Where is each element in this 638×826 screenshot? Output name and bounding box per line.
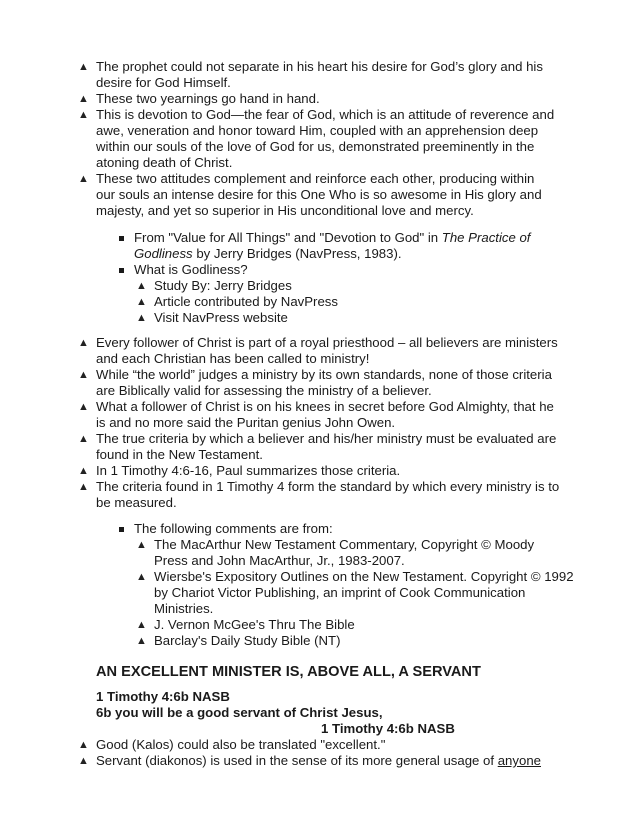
bullet-icon: ▲ xyxy=(136,296,147,308)
bullet-icon: ▲ xyxy=(78,433,89,445)
bullet-icon: ▲ xyxy=(78,61,89,73)
source-subitem: Press and John MacArthur, Jr., 1983-2007. xyxy=(154,553,405,568)
source-subitem: The MacArthur New Testament Commentary, Copyright © Moody xyxy=(154,537,535,552)
bullet-icon: ▲ xyxy=(78,739,89,751)
paragraph-line: Servant (diakonos) is used in the sense of its more general usage of anyone xyxy=(96,753,541,768)
paragraph-line: The true criteria by which a believer and his/her ministry must be evaluated are xyxy=(96,431,557,446)
source-subitem: Ministries. xyxy=(154,601,214,616)
bullet-icon: ▲ xyxy=(78,109,89,121)
section-heading: AN EXCELLENT MINISTER IS, ABOVE ALL, A SERVANT xyxy=(96,664,481,680)
bullet-icon: ▲ xyxy=(78,337,89,349)
paragraph-line: and each Christian has been called to ministry! xyxy=(96,351,370,366)
paragraph-line: Good (Kalos) could also be translated "excellent." xyxy=(96,737,386,752)
paragraph-line: In 1 Timothy 4:6-16, Paul summarizes those criteria. xyxy=(96,463,401,478)
bullet-icon: ▲ xyxy=(136,619,147,631)
source-subitem: Article contributed by NavPress xyxy=(154,294,338,309)
paragraph-line: Every follower of Christ is part of a royal priesthood – all believers are ministers xyxy=(96,335,558,350)
paragraph-line: within our souls of the love of God for us, demonstrated preeminently in the xyxy=(96,139,535,154)
paragraph-line: is and no more said the Puritan genius John Owen. xyxy=(96,415,396,430)
paragraph-line: found in the New Testament. xyxy=(96,447,263,462)
source-subitem: J. Vernon McGee's Thru The Bible xyxy=(154,617,355,632)
paragraph-line: While “the world” judges a ministry by its own standards, none of those criteria xyxy=(96,367,552,382)
underlined-word: anyone xyxy=(497,753,541,768)
source-line: What is Godliness? xyxy=(134,262,248,277)
source-line: The following comments are from: xyxy=(134,521,333,536)
bullet-icon: ▲ xyxy=(78,465,89,477)
paragraph-line: What a follower of Christ is on his knees in secret before God Almighty, that he xyxy=(96,399,554,414)
paragraph-line: These two attitudes complement and reinforce each other, producing within xyxy=(96,171,535,186)
paragraph-line: awe, veneration and honor toward Him, coupled with an apprehension deep xyxy=(96,123,539,138)
paragraph-line: The criteria found in 1 Timothy 4 form the standard by which every ministry is to xyxy=(96,479,560,494)
square-bullet-icon xyxy=(119,268,124,273)
paragraph-line: be measured. xyxy=(96,495,177,510)
source-line: From "Value for All Things" and "Devotion to God" in The Practice of xyxy=(134,230,531,245)
bullet-icon: ▲ xyxy=(136,635,147,647)
scripture-reference: 1 Timothy 4:6b NASB xyxy=(96,689,230,704)
bullet-icon: ▲ xyxy=(78,93,89,105)
bullet-icon: ▲ xyxy=(136,539,147,551)
paragraph-line: desire for God Himself. xyxy=(96,75,231,90)
paragraph-line: This is devotion to God—the fear of God, which is an attitude of reverence and xyxy=(96,107,555,122)
paragraph-line: majesty, and yet so superior in His unconditional love and mercy. xyxy=(96,203,474,218)
bullet-icon: ▲ xyxy=(136,571,147,583)
square-bullet-icon xyxy=(119,527,124,532)
bullet-icon: ▲ xyxy=(78,369,89,381)
source-subitem: Barclay's Daily Study Bible (NT) xyxy=(154,633,341,648)
bullet-icon: ▲ xyxy=(78,401,89,413)
source-line: Godliness by Jerry Bridges (NavPress, 1983). xyxy=(134,246,402,261)
bullet-icon: ▲ xyxy=(78,173,89,185)
scripture-verse: 6b you will be a good servant of Christ Jesus, xyxy=(96,705,383,720)
paragraph-line: atoning death of Christ. xyxy=(96,155,233,170)
square-bullet-icon xyxy=(119,236,124,241)
bullet-icon: ▲ xyxy=(78,481,89,493)
source-subitem: Study By: Jerry Bridges xyxy=(154,278,292,293)
source-subitem: Wiersbe's Expository Outlines on the New Testament. Copyright © 1992 xyxy=(154,569,574,584)
source-subitem: Visit NavPress website xyxy=(154,310,288,325)
paragraph-line: The prophet could not separate in his heart his desire for God’s glory and his xyxy=(96,59,543,74)
paragraph-line: These two yearnings go hand in hand. xyxy=(96,91,320,106)
paragraph-line: are Biblically valid for assessing the ministry of a believer. xyxy=(96,383,432,398)
source-subitem: by Chariot Victor Publishing, an imprint of Cook Communication xyxy=(154,585,526,600)
bullet-icon: ▲ xyxy=(136,280,147,292)
bullet-icon: ▲ xyxy=(78,755,89,767)
bullet-icon: ▲ xyxy=(136,312,147,324)
scripture-reference: 1 Timothy 4:6b NASB xyxy=(321,721,455,736)
paragraph-line: our souls an intense desire for this One Who is so awesome in His glory and xyxy=(96,187,542,202)
